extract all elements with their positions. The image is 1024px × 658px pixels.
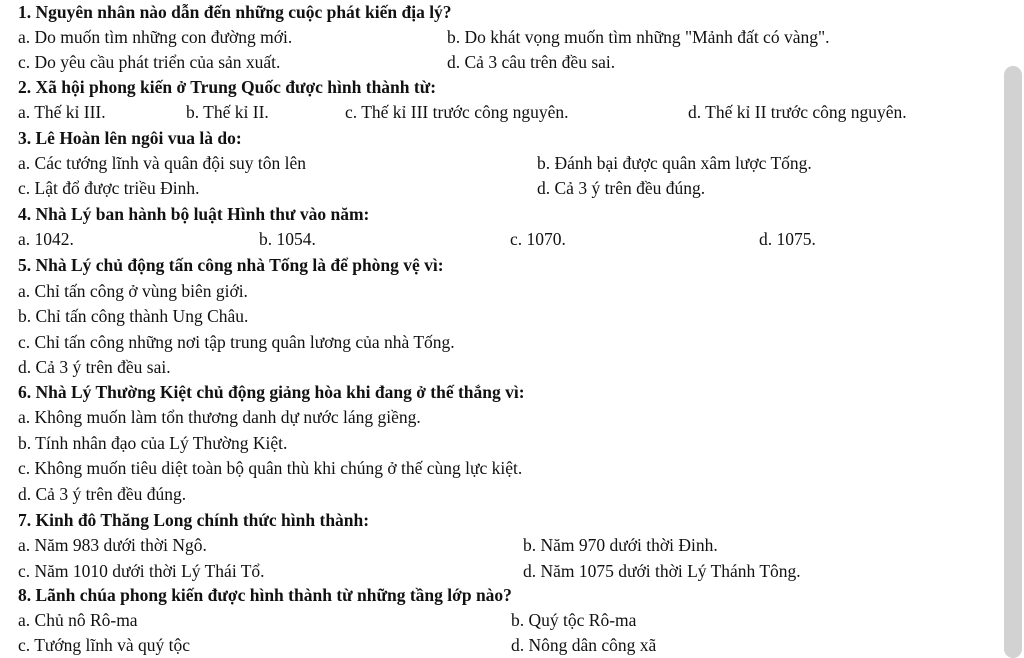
question-4-option-d: d. 1075. (759, 229, 816, 249)
question-7-option-b: b. Năm 970 dưới thời Đinh. (523, 535, 718, 555)
question-7-option-d: d. Năm 1075 dưới thời Lý Thánh Tông. (523, 561, 801, 581)
question-4-option-b: b. 1054. (259, 229, 316, 249)
question-2-title: 2. Xã hội phong kiến ở Trung Quốc được hình thành từ: (18, 77, 437, 97)
question-8-title: 8. Lãnh chúa phong kiến được hình thành từ những tầng lớp nào? (18, 585, 512, 605)
question-7-options-row-1 (18, 533, 1000, 558)
question-5-title: 5. Nhà Lý chủ động tấn công nhà Tống là để phòng vệ vì: (18, 255, 444, 275)
question-6-title: 6. Nhà Lý Thường Kiệt chủ động giảng hòa khi đang ở thế thắng vì: (18, 382, 525, 402)
question-8-options-row-1 (18, 608, 1000, 633)
question-6-option-b: b. Tính nhân đạo của Lý Thường Kiệt. (18, 433, 288, 453)
question-2-option-c: c. Thế kỉ III trước công nguyên. (345, 102, 569, 122)
question-4-option-a: a. 1042. (18, 229, 74, 249)
question-1-option-a: a. Do muốn tìm những con đường mới. (18, 27, 293, 47)
question-6-option-d: d. Cả 3 ý trên đều đúng. (18, 484, 187, 504)
question-1-options-row-1 (18, 25, 1000, 50)
question-7-option-a: a. Năm 983 dưới thời Ngô. (18, 535, 207, 555)
question-3-option-a: a. Các tướng lĩnh và quân đội suy tôn lên (18, 153, 306, 173)
question-5-option-c: c. Chỉ tấn công những nơi tập trung quân lương của nhà Tống. (18, 332, 455, 352)
question-3-option-d: d. Cả 3 ý trên đều đúng. (537, 178, 706, 198)
question-1-options-row-2 (18, 50, 1000, 75)
question-8-options-row-2 (18, 633, 1000, 658)
question-8-option-a: a. Chủ nô Rô-ma (18, 610, 138, 630)
question-6-option-a: a. Không muốn làm tổn thương danh dự nước láng giềng. (18, 407, 421, 427)
question-3-options-row-1 (18, 151, 1000, 176)
question-4-options-row (18, 227, 1000, 252)
question-7-title: 7. Kinh đô Thăng Long chính thức hình thành: (18, 510, 370, 530)
vertical-scrollbar[interactable] (1004, 66, 1022, 658)
question-1-option-d: d. Cả 3 câu trên đều sai. (447, 52, 616, 72)
question-4-option-c: c. 1070. (510, 229, 566, 249)
question-2-option-d: d. Thế kỉ II trước công nguyên. (688, 102, 907, 122)
question-2-option-b: b. Thế kỉ II. (186, 102, 269, 122)
question-1-option-b: b. Do khát vọng muốn tìm những "Mảnh đất có vàng". (447, 27, 830, 47)
question-8-option-b: b. Quý tộc Rô-ma (511, 610, 637, 630)
question-3-title: 3. Lê Hoàn lên ngôi vua là do: (18, 128, 242, 148)
question-6-option-c: c. Không muốn tiêu diệt toàn bộ quân thù khi chúng ở thế cùng lực kiệt. (18, 458, 523, 478)
question-8-option-d: d. Nông dân công xã (511, 635, 657, 655)
question-3-option-c: c. Lật đổ được triều Đinh. (18, 178, 200, 198)
question-5-option-b: b. Chỉ tấn công thành Ung Châu. (18, 306, 249, 326)
question-7-option-c: c. Năm 1010 dưới thời Lý Thái Tổ. (18, 561, 265, 581)
question-7-options-row-2 (18, 559, 1000, 584)
question-1-title: 1. Nguyên nhân nào dẫn đến những cuộc phát kiến địa lý? (18, 2, 452, 22)
question-3-options-row-2 (18, 176, 1000, 201)
question-2-option-a: a. Thế kỉ III. (18, 102, 106, 122)
question-5-option-a: a. Chỉ tấn công ở vùng biên giới. (18, 281, 248, 301)
question-2-options-row (18, 100, 1000, 125)
question-3-option-b: b. Đánh bại được quân xâm lược Tống. (537, 153, 812, 173)
question-4-title: 4. Nhà Lý ban hành bộ luật Hình thư vào năm: (18, 204, 370, 224)
question-1-option-c: c. Do yêu cầu phát triển của sản xuất. (18, 52, 281, 72)
question-5-option-d: d. Cả 3 ý trên đều sai. (18, 357, 171, 377)
question-8-option-c: c. Tướng lĩnh và quý tộc (18, 635, 191, 655)
